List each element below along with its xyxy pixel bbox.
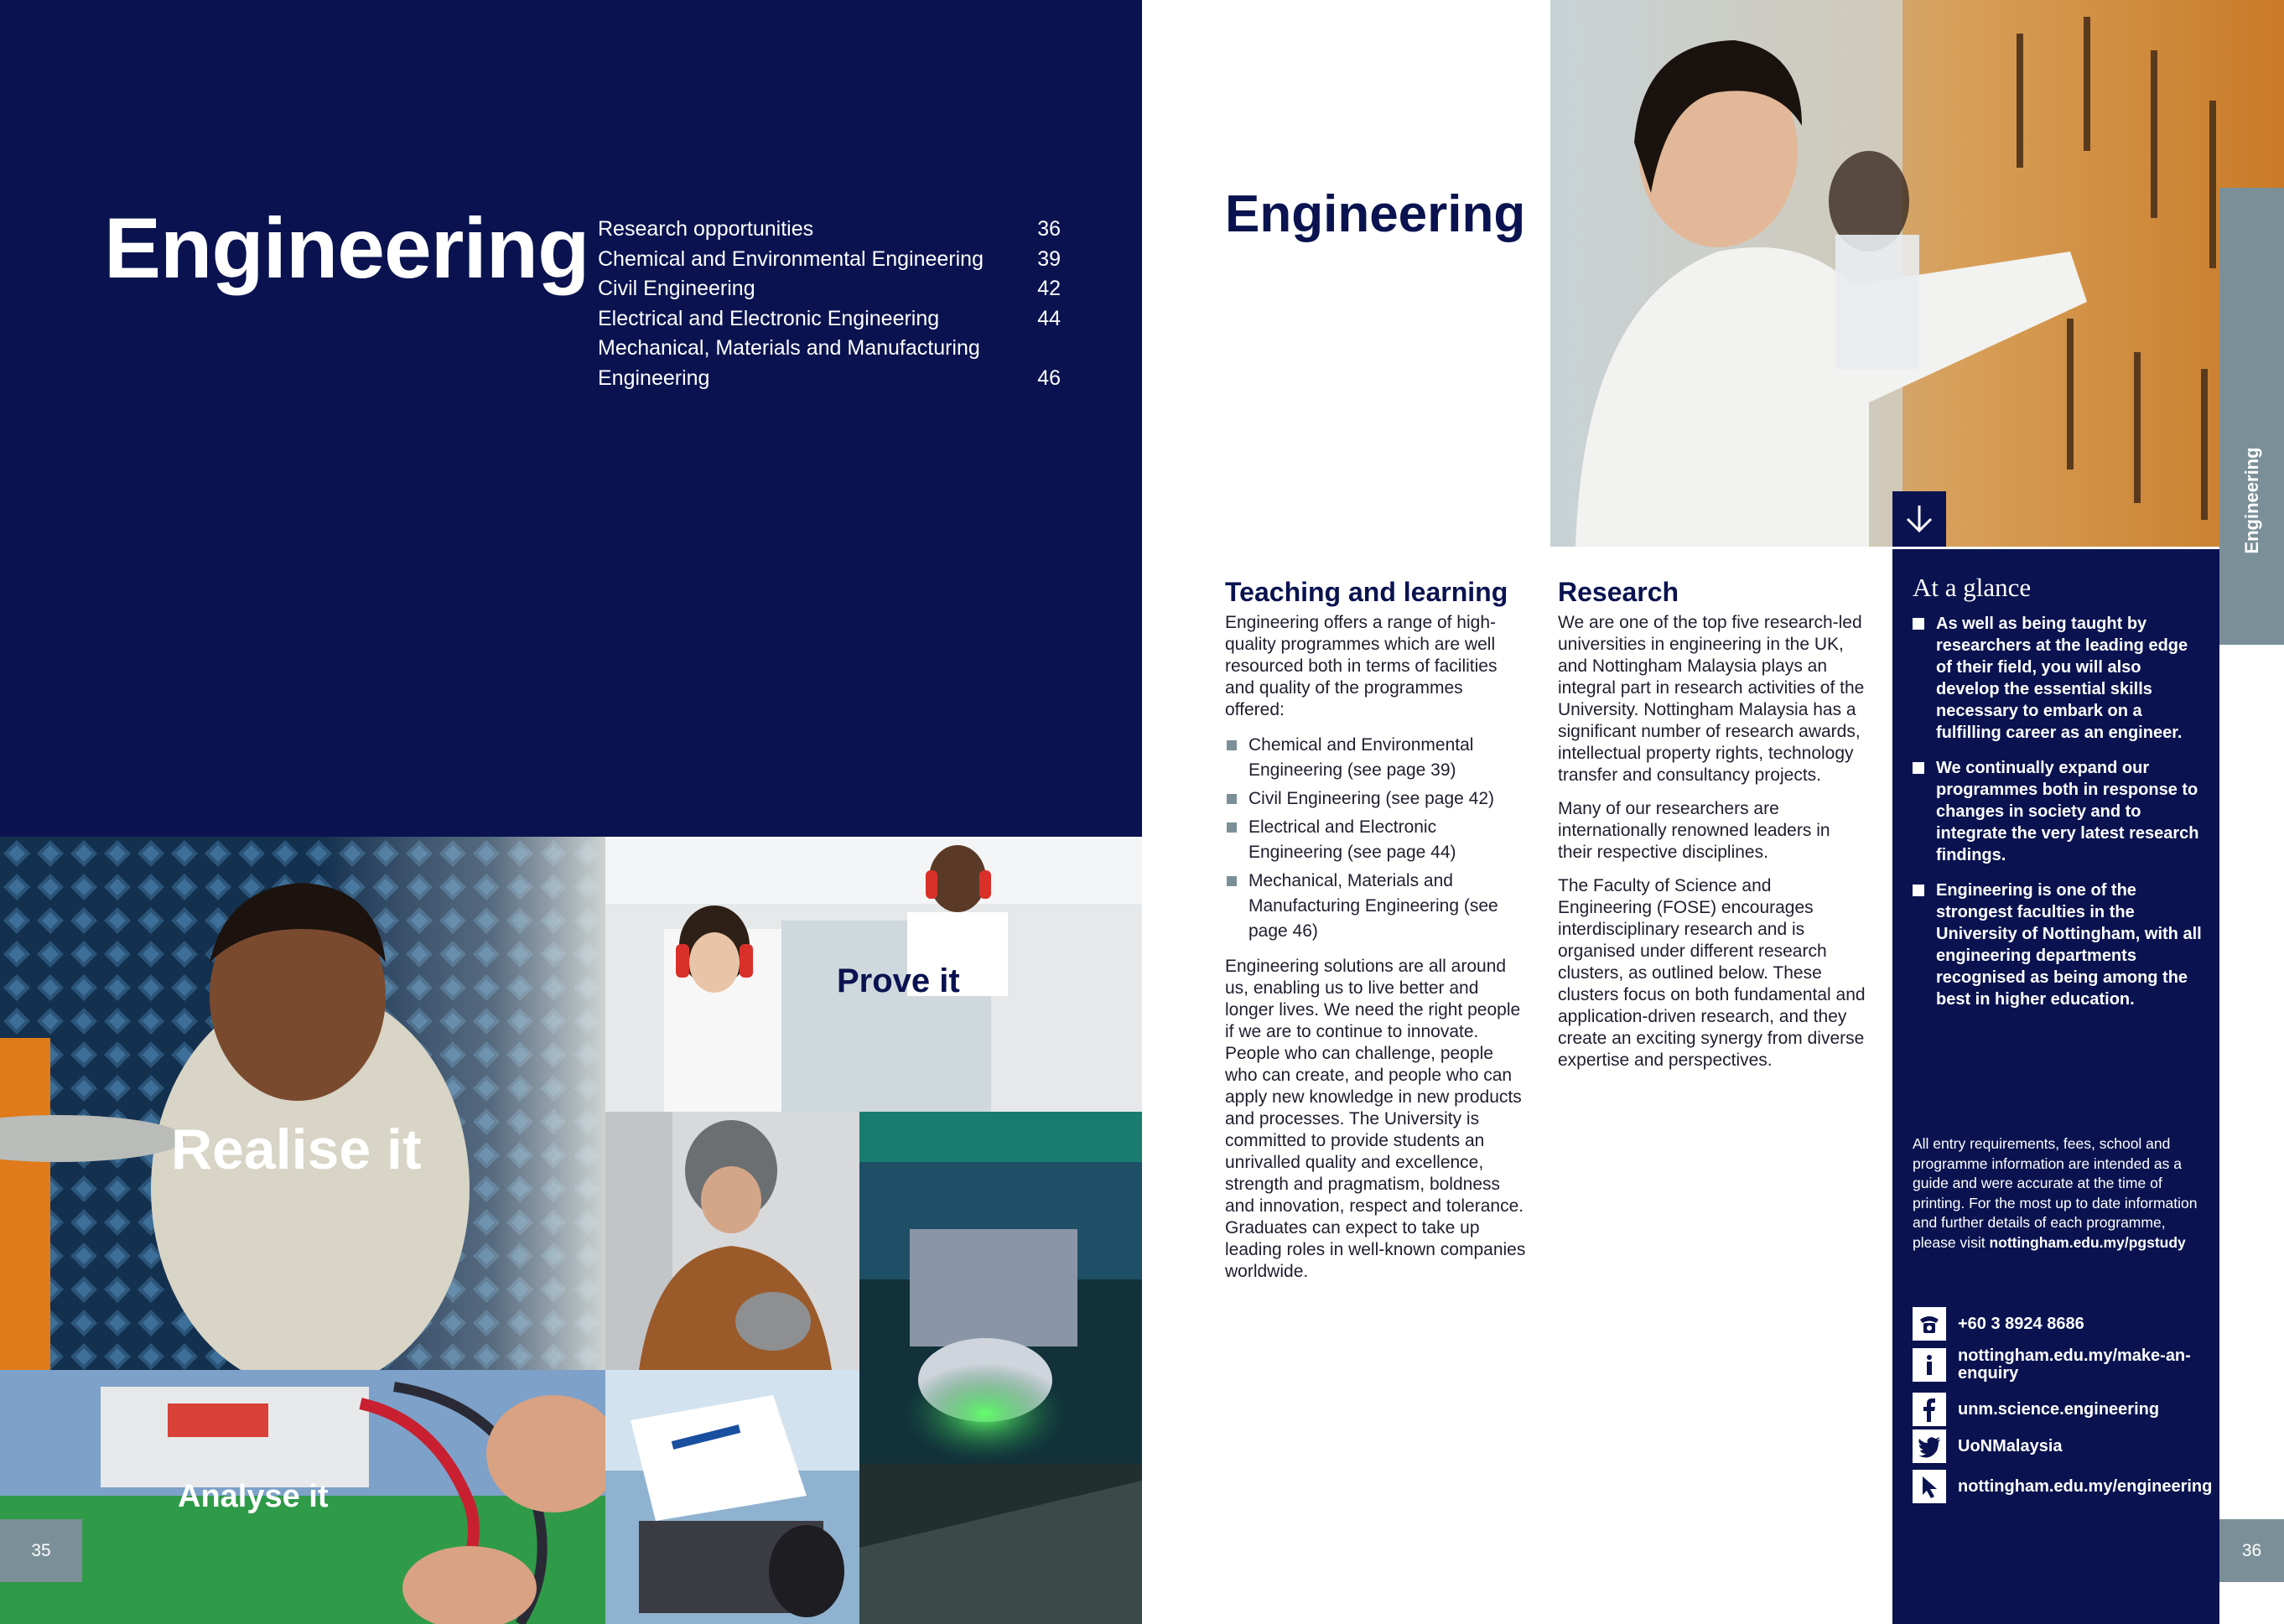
page-number: 35	[0, 1519, 82, 1582]
disclaimer-text: All entry requirements, fees, school and programme information are intended as a guide and were accurate at the time of printing. For the most up to date information and further details of each programme, please visit	[1913, 1135, 2198, 1251]
contact-text: UoNMalaysia	[1958, 1436, 2063, 1455]
contact-enquiry[interactable]	[1913, 1347, 2206, 1383]
disclaimer	[1913, 1134, 2206, 1253]
glance-point: As well as being taught by researchers at the leading edge of their field, you will also develop the essential skills necessary to embark on a fulfilling career as an engineer.	[1913, 613, 2206, 744]
photo-welding-student	[605, 1112, 859, 1370]
teaching-learning-column	[1225, 577, 1527, 1295]
toc-item[interactable]	[598, 304, 1061, 335]
contact-text: nottingham.edu.my/engineering	[1958, 1476, 2213, 1496]
glance-point: We continually expand our programmes both in response to changes in society and to integrate the very latest research findings.	[1913, 757, 2206, 866]
research-column	[1558, 577, 1868, 1083]
teaching-body: Engineering solutions are all around us, enabling us to live better and longer lives. We need the right people if we are to continue to innovate. People who can challenge, people who can create, and people who can apply new knowledge in new products and processes. The University is committed to provide students an unrivalled quality and excellence, strength and pragmatism, boldness and innovation, respect and tolerance. Graduates can expect to take up leading roles in well-known companies worldwide.	[1225, 957, 1526, 1281]
left-page-cover-panel	[0, 0, 1142, 837]
toc-item[interactable]	[598, 334, 1061, 364]
toc-item[interactable]	[598, 274, 1061, 304]
photo-prove-it	[605, 837, 1142, 1112]
research-paragraph: The Faculty of Science and Engineering (FOSE) encourages interdisciplinary research and is organised under different research clusters, as outlined below. These clusters focus on both fundamental and application-driven research, and they create an exciting synergy from diverse expertise and perspectives.	[1558, 876, 1866, 1070]
programme-item[interactable]: Mechanical, Materials and Manufacturing Engineering (see page 46)	[1225, 869, 1527, 944]
programme-item[interactable]: Chemical and Environmental Engineering (see page 39)	[1225, 733, 1527, 783]
scroll-down-arrow-button[interactable]	[1892, 491, 1946, 547]
cursor-icon	[1913, 1470, 1946, 1503]
at-a-glance-panel	[1892, 549, 2219, 1624]
toc-item-label: Civil Engineering	[598, 277, 755, 301]
programme-list	[1225, 733, 1527, 944]
photo-analyse-it	[0, 1370, 605, 1624]
toc-item[interactable]	[598, 245, 1061, 275]
contact-facebook[interactable]	[1913, 1393, 2206, 1426]
glance-point: Engineering is one of the strongest faculties in the University of Nottingham, with all engineering departments recognised as being among the best in higher education.	[1913, 879, 2206, 1010]
research-paragraph: We are one of the top five research-led universities in engineering in the UK, and Nottingham Malaysia plays an integral part in research activities of the University. Nottingham Malaysia has a significant number of research awards, intellectual property rights, technology transfer and consultancy projects.	[1558, 613, 1865, 785]
arrow-down-icon	[1902, 502, 1936, 536]
teaching-intro: Engineering offers a range of high-quality programmes which are well resourced both in terms of facilities and quality of the programmes offered:	[1225, 613, 1498, 719]
contact-phone[interactable]	[1913, 1307, 2206, 1341]
research-paragraph: Many of our researchers are internationally renowned leaders in their respective disciplines.	[1558, 799, 1830, 862]
contact-text: unm.science.engineering	[1958, 1399, 2160, 1419]
info-icon	[1913, 1348, 1946, 1382]
toc-item[interactable]	[598, 215, 1061, 245]
side-tab-label: Engineering	[2240, 446, 2262, 554]
programme-item[interactable]: Civil Engineering (see page 42)	[1225, 786, 1527, 812]
photo-microscope	[859, 1112, 1142, 1624]
toc-item-page: 46	[1037, 366, 1061, 390]
table-of-contents	[598, 215, 1061, 394]
section-side-tab[interactable]	[2219, 188, 2284, 645]
photo-caption-realise: Realise it	[171, 1118, 422, 1181]
contact-twitter[interactable]	[1913, 1429, 2206, 1463]
programme-item[interactable]: Electrical and Electronic Engineering (see page 44)	[1225, 815, 1527, 865]
toc-item-page: 42	[1037, 277, 1061, 301]
photo-lab-student	[1550, 0, 2284, 547]
page-title: Engineering	[1225, 185, 1526, 243]
toc-item-page: 39	[1037, 246, 1061, 271]
photo-robotics	[605, 1370, 859, 1624]
photo-realise-it	[0, 837, 605, 1370]
page-number: 36	[2219, 1519, 2284, 1582]
glance-list	[1913, 613, 2206, 1024]
phone-icon	[1913, 1307, 1946, 1341]
twitter-icon	[1913, 1429, 1946, 1463]
contact-text: nottingham.edu.my/make-an-enquiry	[1958, 1346, 2191, 1383]
photo-caption-analyse: Analyse it	[178, 1479, 329, 1514]
contact-website[interactable]	[1913, 1470, 2213, 1503]
contact-text: +60 3 8924 8686	[1958, 1314, 2084, 1333]
disclaimer-link[interactable]: nottingham.edu.my/pgstudy	[1989, 1233, 2186, 1251]
photo-caption-prove: Prove it	[837, 962, 960, 999]
toc-item[interactable]	[598, 364, 1061, 394]
toc-item-label: Mechanical, Materials and Manufacturing	[598, 336, 980, 361]
toc-item-page: 44	[1037, 306, 1061, 330]
toc-item-page: 36	[1037, 217, 1061, 241]
toc-item-label: Chemical and Environmental Engineering	[598, 246, 984, 271]
glance-title: At a glance	[1913, 573, 2032, 602]
toc-item-label: Engineering	[598, 366, 710, 390]
toc-item-label: Electrical and Electronic Engineering	[598, 306, 940, 330]
teaching-heading: Teaching and learning	[1225, 577, 1508, 607]
facebook-icon	[1913, 1393, 1946, 1426]
section-title: Engineering	[104, 200, 589, 296]
research-heading: Research	[1558, 577, 1679, 607]
toc-item-label: Research opportunities	[598, 217, 814, 241]
